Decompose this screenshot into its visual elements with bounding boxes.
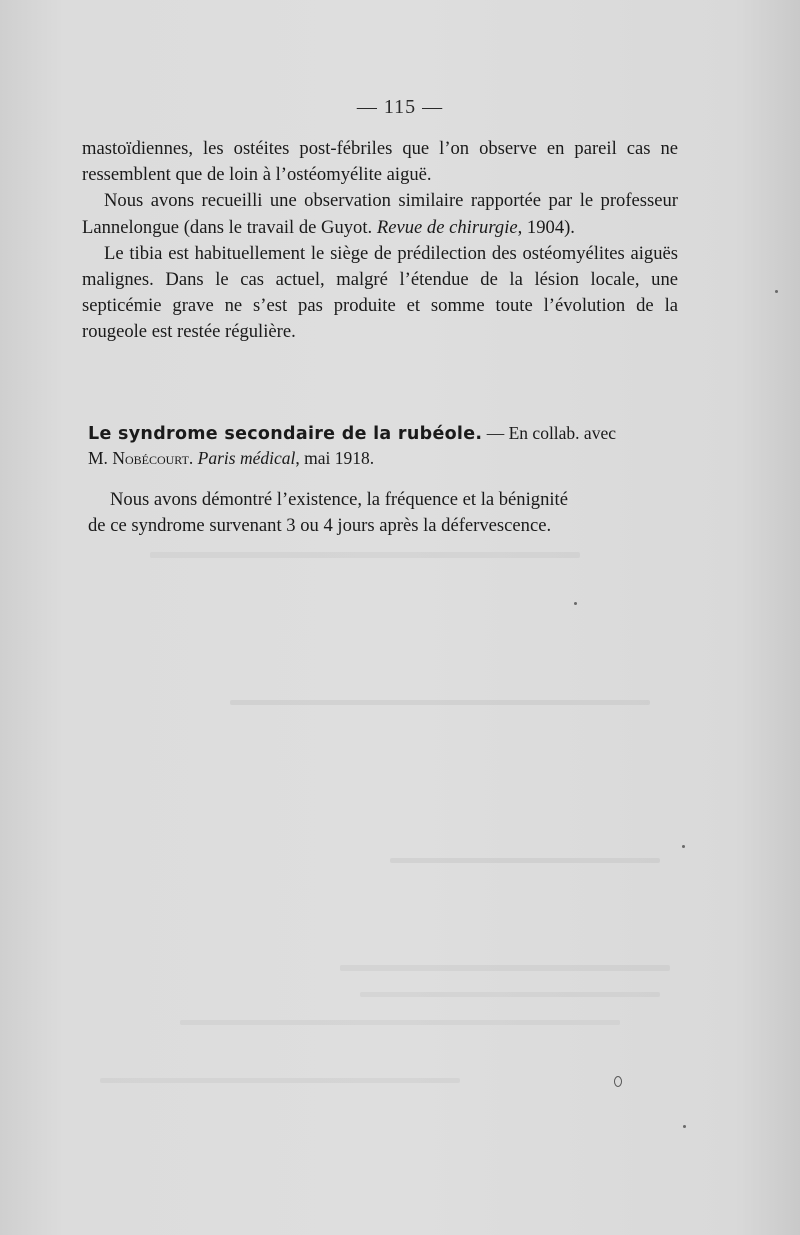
journal-name: Paris médical bbox=[197, 448, 296, 468]
paragraph-observation bbox=[82, 188, 678, 240]
paper-speck bbox=[574, 602, 577, 605]
journal-separator: . bbox=[188, 448, 198, 468]
section-collab: — En collab. avec bbox=[482, 423, 616, 443]
paragraph-syndrome bbox=[88, 487, 682, 539]
journal-title: Revue de chirurgie bbox=[376, 216, 518, 238]
paragraph-tibia: Le tibia est habituellement le siège de prédilection des ostéomyélites aiguës malignes. Dans le cas actuel, malgré l’étendue de la lésion locale, une septicémie grave ne s’est pas produite et somme toute l’évolution de la rougeole est restée régulière. bbox=[82, 242, 678, 343]
publication-date: , mai 1918. bbox=[295, 448, 375, 468]
syndrome-line-1: Nous avons démontré l’existence, la fréquence et la bénignité bbox=[110, 489, 568, 510]
syndrome-line-2: de ce syndrome survenant 3 ou 4 jours après la défervescence. bbox=[88, 515, 552, 537]
section-header bbox=[88, 421, 680, 470]
author-prefix: M. bbox=[88, 448, 113, 468]
paragraph-continuation: mastoïdiennes, les ostéites post-fébriles que l’on observe en pareil cas ne ressemblent que de loin à l’ostéomyélite aiguë. bbox=[82, 138, 678, 186]
show-through-mark bbox=[230, 700, 650, 705]
section-title: Le syndrome secondaire de la rubéole. bbox=[88, 424, 483, 444]
paper-speck bbox=[614, 1076, 622, 1087]
show-through-mark bbox=[340, 965, 670, 971]
author-name: Nobécourt bbox=[112, 448, 189, 468]
paper-speck bbox=[683, 1125, 686, 1128]
observation-text: Nous avons recueilli une observation similaire rapportée par le professeur Lannelongue (dans le travail de Guyot. bbox=[82, 190, 678, 238]
show-through-mark bbox=[180, 1020, 620, 1025]
paper-speck bbox=[775, 290, 778, 293]
section-reference bbox=[88, 448, 374, 468]
page-number: — 115 — bbox=[356, 96, 444, 118]
observation-year: , 1904). bbox=[517, 216, 575, 238]
show-through-mark bbox=[150, 552, 580, 558]
show-through-mark bbox=[100, 1078, 460, 1083]
intro-text bbox=[82, 136, 678, 346]
show-through-mark bbox=[390, 858, 660, 863]
paper-speck bbox=[682, 845, 685, 848]
show-through-mark bbox=[360, 992, 660, 997]
